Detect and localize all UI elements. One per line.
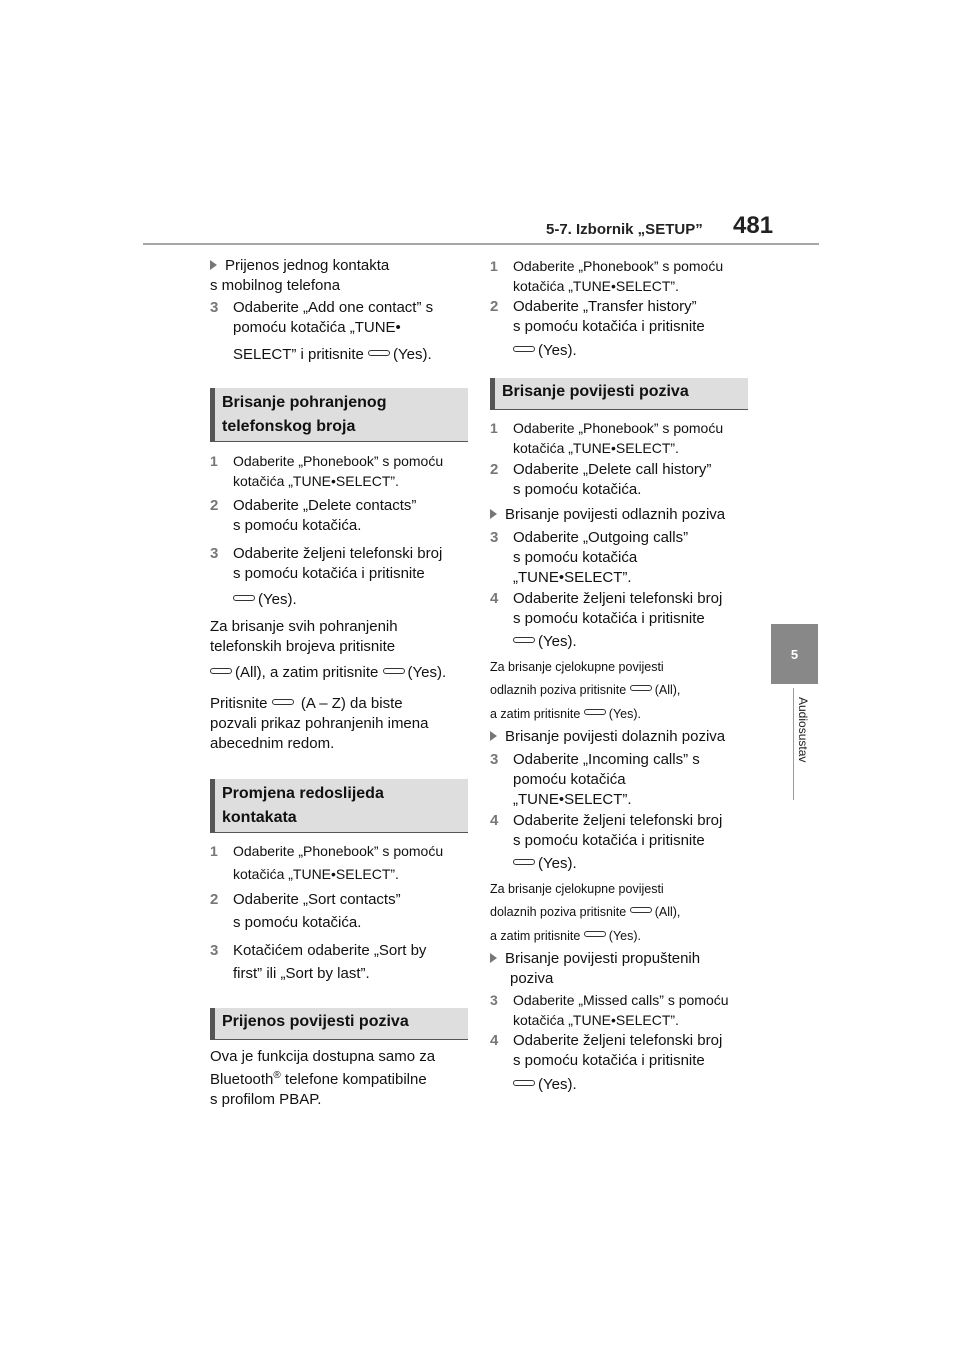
step-2-sort-contacts: 2 Odaberite „Sort contacts”: [210, 891, 401, 908]
chapter-number: 5: [790, 646, 799, 662]
step-4-missed-yes: (Yes).: [490, 1075, 775, 1095]
button-icon: [584, 931, 606, 937]
button-icon: [513, 859, 535, 865]
triangle-bullet-icon: [210, 260, 217, 270]
note-incoming-all-2: dolaznih poziva pritisnite (All),: [490, 905, 681, 919]
triangle-bullet-icon: [490, 509, 497, 519]
header-rule: [143, 243, 819, 245]
subheading-single-contact: Prijenos jednog kontakta s mobilnog telefona: [210, 257, 390, 294]
note-delete-all: Za brisanje svih pohranjenih telefonskih brojeva pritisnite: [210, 618, 398, 655]
subheading-incoming: Brisanje povijesti dolaznih poziva: [490, 727, 752, 747]
section-heading-transfer-history: Prijenos povijesti poziva: [210, 1008, 468, 1040]
note-alphabetical: Pritisnite (A – Z) da biste pozvali prikaz pohranjenih imena abecednim redom.: [210, 695, 429, 752]
note-pbap: Ova je funkcija dostupna samo za: [210, 1048, 436, 1065]
step-4-outgoing-yes: (Yes).: [490, 632, 775, 652]
step-2-transfer-history: 2 Odaberite „Transfer history” s pomoću kotačića i pritisnite: [490, 298, 705, 335]
button-icon: [630, 907, 652, 913]
button-icon: [383, 668, 405, 674]
button-icon: [630, 685, 652, 691]
step-3-add-contact-cont: SELECT” i pritisnite (Yes).: [233, 346, 432, 363]
chapter-label: Audiosustav: [796, 697, 810, 763]
chapter-tab: [771, 624, 818, 684]
step-1-phonebook: 1 Odaberite „Phonebook” s pomoću kotačića „TUNE•SELECT”.: [210, 453, 444, 489]
note-delete-all-cont: (All), a zatim pritisnite (Yes).: [210, 663, 472, 683]
step-2-sort-contacts-cont: s pomoću kotačića.: [233, 914, 362, 931]
button-icon: [272, 699, 294, 705]
step-1-phonebook-sort-cont: kotačića „TUNE•SELECT”.: [233, 866, 399, 882]
step-3-sort-by: 3 Kotačićem odaberite „Sort by: [210, 942, 427, 959]
step-4-outgoing: 4 Odaberite željeni telefonski broj s pomoću kotačića i pritisnite: [490, 590, 723, 627]
subheading-missed: Brisanje povijesti propuštenih poziva: [490, 949, 752, 989]
section-heading-delete-number: Brisanje pohranjenog telefonskog broja: [210, 388, 468, 442]
button-icon: [513, 637, 535, 643]
step-1-phonebook-sort: 1 Odaberite „Phonebook” s pomoću: [210, 843, 444, 859]
step-4-incoming-yes: (Yes).: [490, 854, 775, 874]
button-icon: [513, 1080, 535, 1086]
note-outgoing-all-2: odlaznih poziva pritisnite (All),: [490, 683, 681, 697]
button-icon: [210, 668, 232, 674]
step-3-sort-by-cont: first” ili „Sort by last”.: [233, 965, 370, 982]
side-rule: [793, 688, 794, 800]
section-heading-sort-contacts: Promjena redoslijeda kontakata: [210, 779, 468, 833]
step-3-incoming: 3 Odaberite „Incoming calls” s pomoću kotačića „TUNE•SELECT”.: [490, 751, 700, 808]
step-3-yes: (Yes).: [210, 590, 495, 610]
note-outgoing-all-3: a zatim pritisnite (Yes).: [490, 707, 641, 721]
step-2-delete-call-history: 2 Odaberite „Delete call history” s pomoću kotačića.: [490, 461, 712, 498]
note-pbap-cont: Bluetooth® telefone kompatibilne s profilom PBAP.: [210, 1070, 427, 1108]
button-icon: [368, 350, 390, 356]
triangle-bullet-icon: [490, 953, 497, 963]
subheading-outgoing: Brisanje povijesti odlaznih poziva: [490, 505, 752, 525]
step-3-missed: 3 Odaberite „Missed calls” s pomoću kotačića „TUNE•SELECT”.: [490, 992, 729, 1028]
step-3-add-contact: 3 Odaberite „Add one contact” s pomoću kotačića „TUNE•: [210, 299, 434, 336]
step-3-outgoing: 3 Odaberite „Outgoing calls” s pomoću kotačića „TUNE•SELECT”.: [490, 529, 689, 586]
note-incoming-all: Za brisanje cjelokupne povijesti: [490, 882, 664, 896]
page-number: 481: [733, 212, 774, 239]
button-icon: [233, 595, 255, 601]
button-icon: [513, 346, 535, 352]
running-header: 5-7. Izbornik „SETUP”: [546, 221, 703, 238]
step-3-select-number: 3 Odaberite željeni telefonski broj s pomoću kotačića i pritisnite: [210, 545, 443, 582]
step-2-yes: (Yes).: [490, 341, 775, 361]
step-1-phonebook-transfer: 1 Odaberite „Phonebook” s pomoću kotačića „TUNE•SELECT”.: [490, 258, 724, 294]
step-4-missed: 4 Odaberite željeni telefonski broj s pomoću kotačića i pritisnite: [490, 1032, 723, 1069]
step-4-incoming: 4 Odaberite željeni telefonski broj s pomoću kotačića i pritisnite: [490, 812, 723, 849]
step-1-phonebook-history: 1 Odaberite „Phonebook” s pomoću kotačića „TUNE•SELECT”.: [490, 420, 724, 456]
note-outgoing-all: Za brisanje cjelokupne povijesti: [490, 660, 664, 674]
step-2-delete-contacts: 2 Odaberite „Delete contacts” s pomoću kotačića.: [210, 497, 417, 534]
button-icon: [584, 709, 606, 715]
section-heading-delete-history: Brisanje povijesti poziva: [490, 378, 748, 410]
note-incoming-all-3: a zatim pritisnite (Yes).: [490, 929, 641, 943]
triangle-bullet-icon: [490, 731, 497, 741]
